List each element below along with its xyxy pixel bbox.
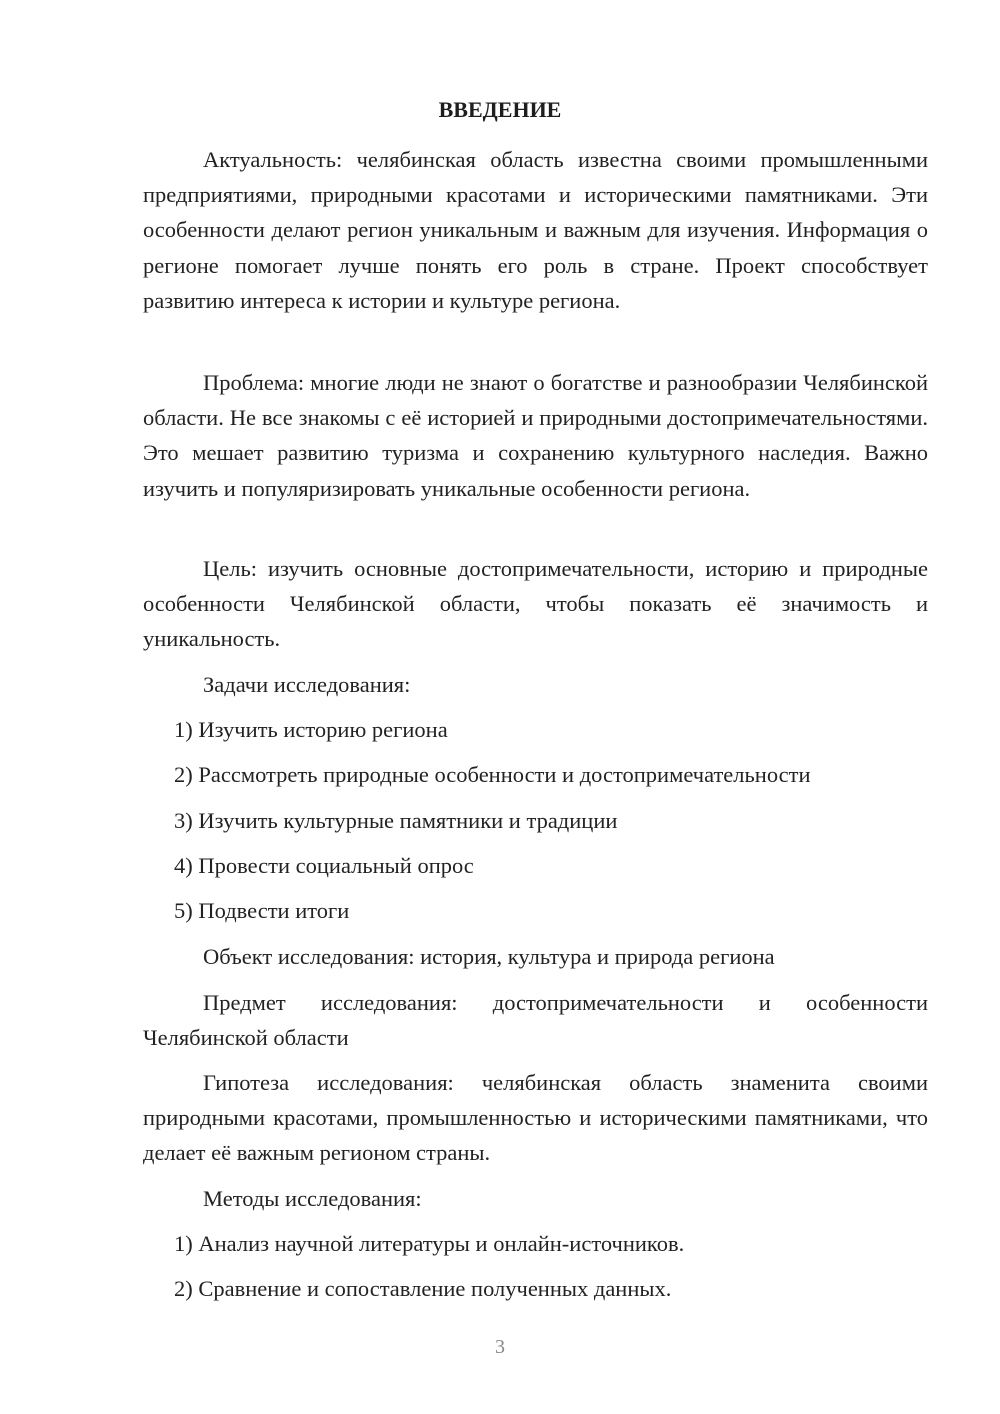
- tasks-heading: Задачи исследования:: [203, 672, 411, 697]
- task-item: 5) Подвести итоги: [174, 898, 350, 923]
- method-item: 1) Анализ научной литературы и онлайн-источников.: [174, 1231, 685, 1256]
- method-item: 2) Сравнение и сопоставление полученных данных.: [174, 1276, 672, 1301]
- problem-paragraph: Проблема: многие люди не знают о богатстве и разнообразии Челябинской области. Не все знакомы с её историей и природными достопримечательностями. Это мешает развитию туризма и сохранению культурного наследия. Важно изучить и популяризировать уникальные особенности региона.: [143, 370, 928, 501]
- methods-heading: Методы исследования:: [203, 1186, 422, 1211]
- hypothesis-paragraph: Гипотеза исследования: челябинская область знаменита своими природными красотами, промышленностью и историческими памятниками, что делает её важным регионом страны.: [143, 1070, 928, 1166]
- task-item: 4) Провести социальный опрос: [174, 853, 474, 878]
- page-number: 3: [495, 1336, 505, 1358]
- task-item: 1) Изучить историю региона: [174, 717, 448, 742]
- page-title: ВВЕДЕНИЕ: [438, 97, 562, 122]
- task-item: 3) Изучить культурные памятники и традиции: [174, 808, 618, 833]
- subject-paragraph: Предмет исследования: достопримечательности и особенности Челябинской области: [143, 990, 928, 1051]
- task-item: 2) Рассмотреть природные особенности и достопримечательности: [174, 762, 811, 787]
- object-line: Объект исследования: история, культура и природа региона: [203, 944, 775, 969]
- relevance-paragraph: Актуальность: челябинская область известна своими промышленными предприятиями, природными красотами и историческими памятниками. Эти особенности делают регион уникальным и важным для изучения. Информация о регионе помогает лучше понять его роль в стране. Проект способствует развитию интереса к истории и культуре региона.: [143, 147, 928, 313]
- goal-paragraph: Цель: изучить основные достопримечательности, историю и природные особенности Челябинской области, чтобы показать её значимость и уникальность.: [143, 556, 928, 652]
